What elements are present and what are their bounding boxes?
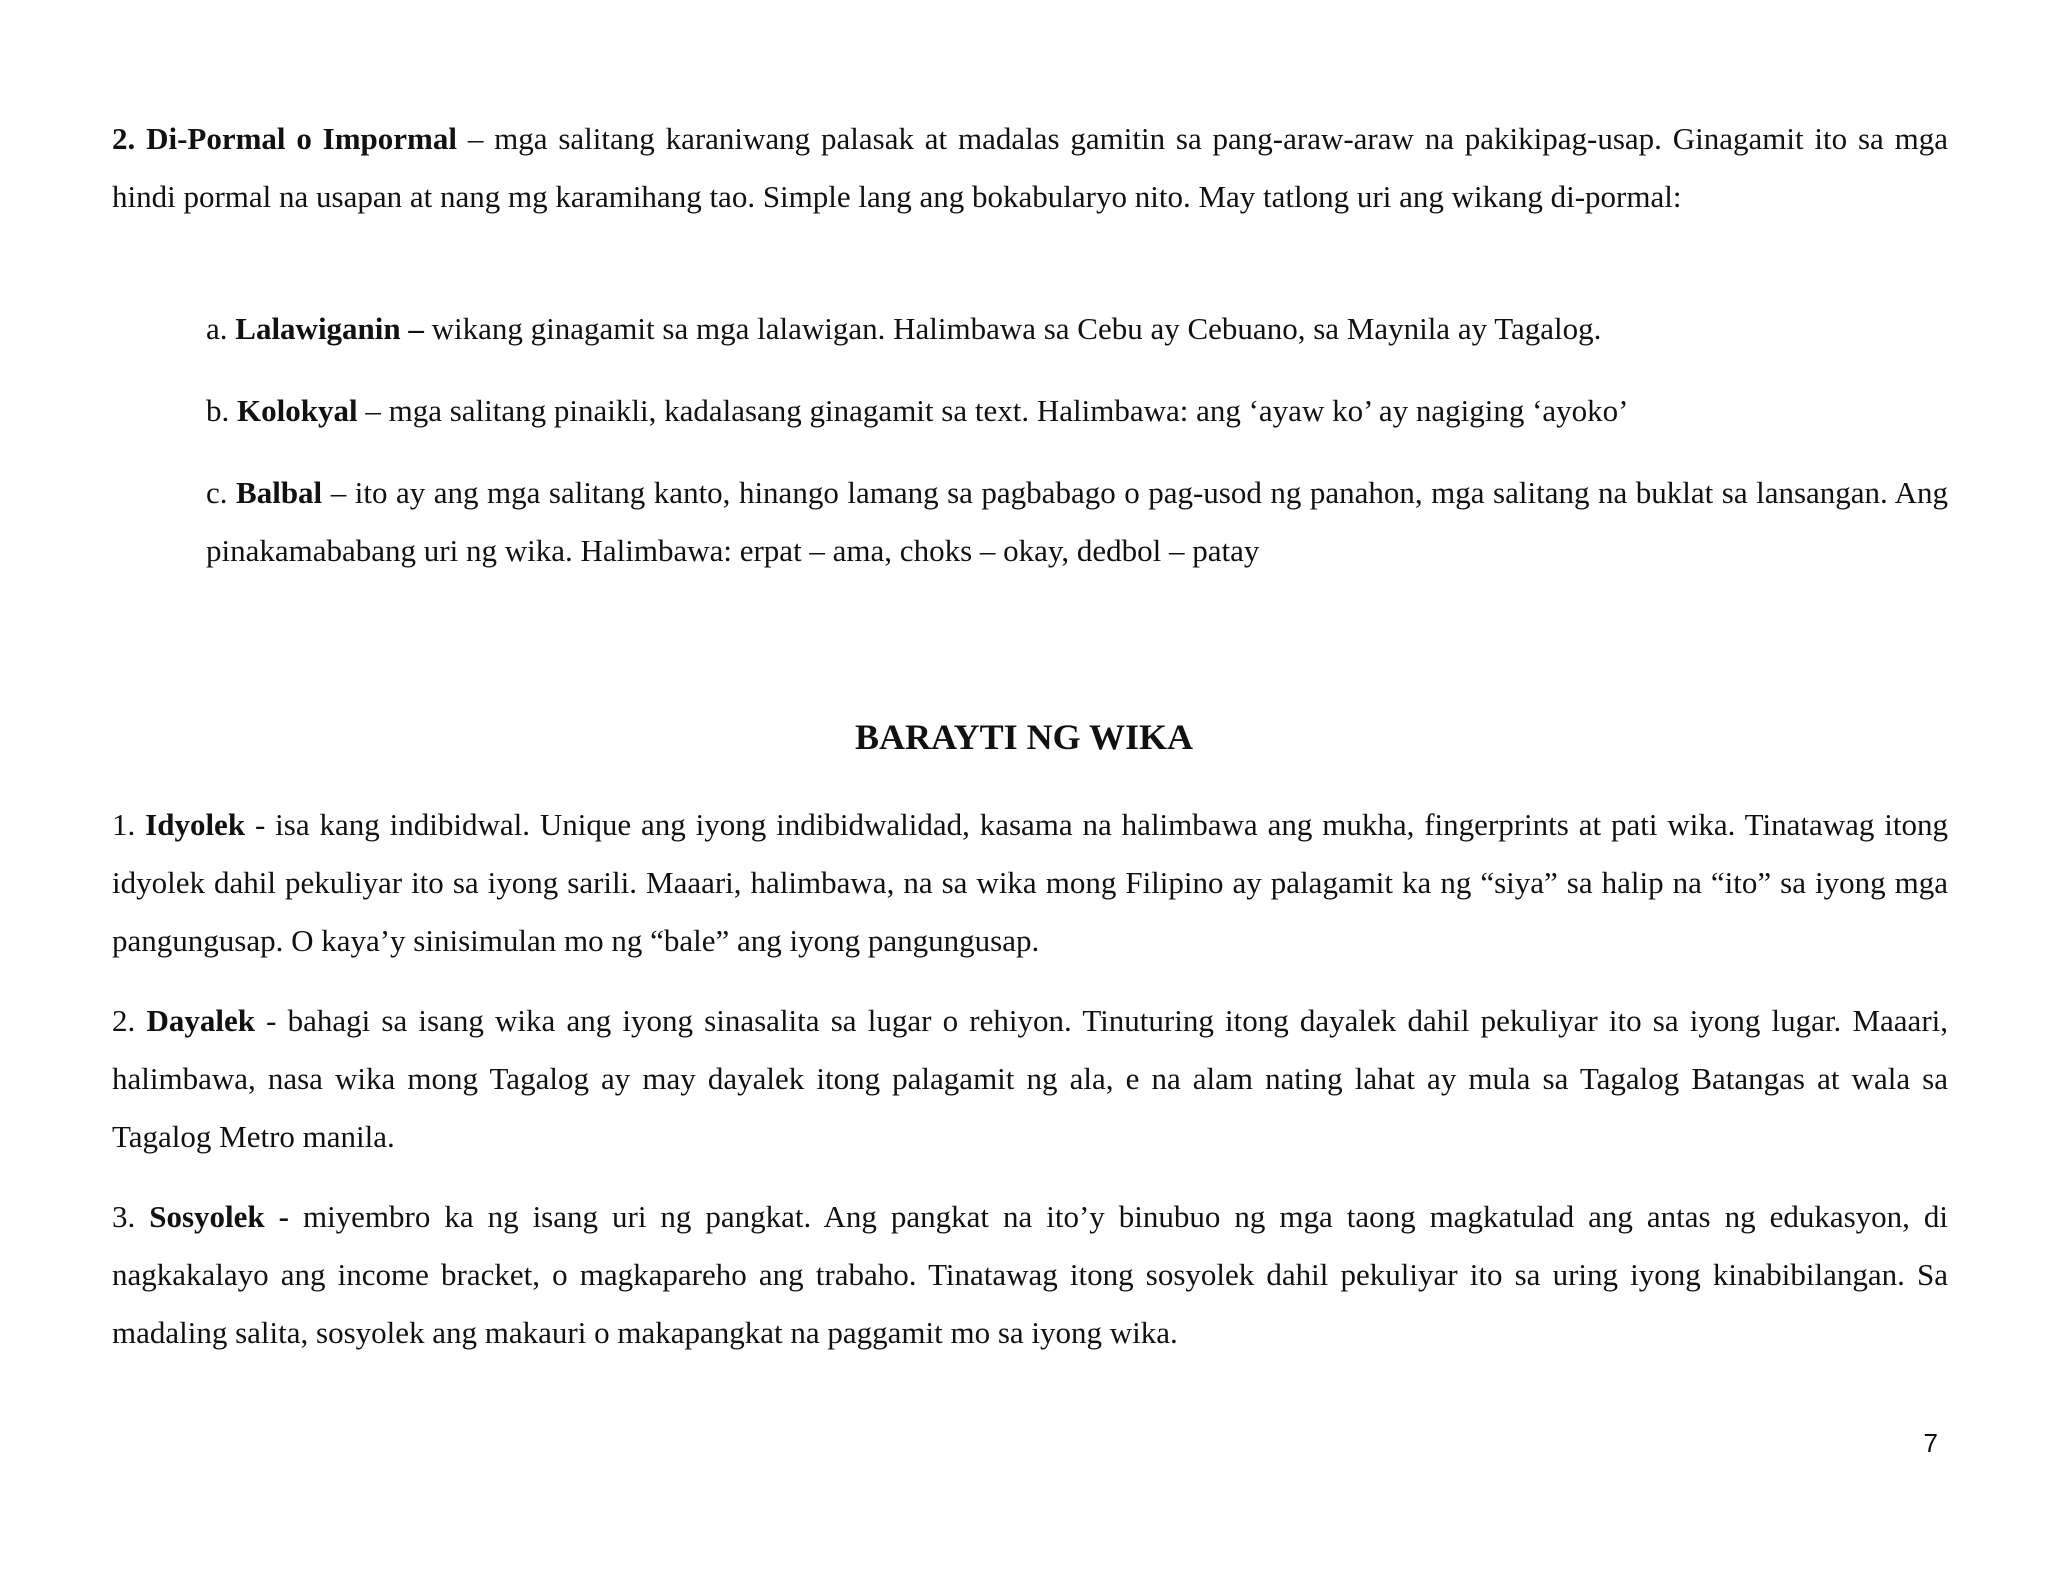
variety-sosyolek (112, 1188, 1948, 1362)
variety-idyolek (112, 796, 1948, 970)
subtype-prefix: a. (206, 311, 236, 346)
variety-text: miyembro ka ng isang uri ng pangkat. Ang pangkat na ito’y binubuo ng mga taong magkatulad ang antas ng edukasyon, di nagkakalayo ang income bracket, o magkapareho ang trabaho. Tinatawag itong sosyolek dahil pekuliyar ito sa uring iyong kinabibilangan. Sa madaling salita, sosyolek ang makauri o makapangkat na paggamit mo sa iyong wika. (112, 1199, 1948, 1350)
subtype-balbal (206, 464, 1948, 580)
variety-prefix: 1. (112, 807, 146, 842)
variety-term: Sosyolek - (149, 1199, 289, 1234)
intro-term: 2. Di-Pormal o Impormal (112, 121, 457, 156)
subtype-term: Kolokyal (237, 393, 358, 428)
section-heading: BARAYTI NG WIKA (854, 717, 1194, 757)
subtype-text: wikang ginagamit sa mga lalawigan. Halimbawa sa Cebu ay Cebuano, sa Maynila ay Tagalog. (423, 311, 1602, 346)
variety-text: - isa kang indibidwal. Unique ang iyong indibidwalidad, kasama na halimbawa ang mukha, fingerprints at pati wika. Tinatawag itong idyolek dahil pekuliyar ito sa iyong sarili. Maaari, halimbawa, na sa wika mong Filipino ay palagamit ka ng “siya” sa halip na “ito” sa iyong mga pangungusap. O kaya’y sinisimulan mo ng “bale” ang iyong pangungusap. (112, 807, 1949, 958)
variety-text: - bahagi sa isang wika ang iyong sinasalita sa lugar o rehiyon. Tinuturing itong dayalek dahil pekuliyar ito sa iyong lugar. Maaari, halimbawa, nasa wika mong Tagalog ay may dayalek itong palagamit ng ala, e na alam nating lahat ay mula sa Tagalog Batangas at wala sa Tagalog Metro manila. (112, 1003, 1948, 1154)
variety-prefix: 2. (112, 1003, 147, 1038)
variety-prefix: 3. (112, 1199, 150, 1234)
subtype-term: Balbal (236, 475, 323, 510)
page-number: 7 (1923, 1428, 1938, 1458)
variety-dayalek (112, 992, 1948, 1166)
variety-term: Dayalek (146, 1003, 255, 1038)
subtype-prefix: b. (206, 393, 237, 428)
subtype-lalawiganin (206, 300, 1948, 358)
subtype-prefix: c. (206, 475, 237, 510)
subtype-kolokyal (206, 382, 1948, 440)
intro-paragraph (112, 110, 1948, 226)
subtype-text: – ito ay ang mga salitang kanto, hinango lamang sa pagbabago o pag-usod ng panahon, mga salitang na buklat sa lansangan. Ang pinakamababang uri ng wika. Halimbawa: erpat – ama, choks – okay, dedbol – patay (206, 475, 1948, 568)
intro-text: – mga salitang karaniwang palasak at madalas gamitin sa pang-araw-araw na pakikipag-usap. Ginagamit ito sa mga hindi pormal na usapan at nang mg karamihang tao. Simple lang ang bokabularyo nito. May tatlong uri ang wikang di-pormal: (112, 121, 1948, 214)
variety-term: Idyolek (145, 807, 246, 842)
subtype-term: Lalawiganin – (235, 311, 424, 346)
subtype-text: – mga salitang pinaikli, kadalasang ginagamit sa text. Halimbawa: ang ‘ayaw ko’ ay nagiging ‘ayoko’ (357, 393, 1629, 428)
